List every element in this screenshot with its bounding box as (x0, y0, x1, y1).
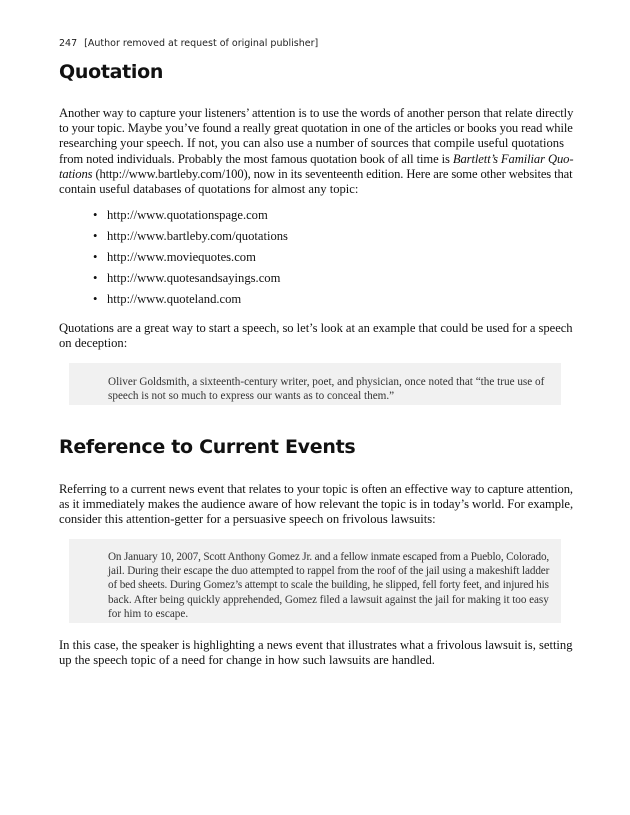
example-line: Oliver Goldsmith, a sixteenth-century writer, poet, and physician, once noted that “the true use of (108, 376, 545, 388)
current-events-intro-paragraph (59, 482, 573, 528)
paragraph-line: on deception: (59, 336, 128, 351)
example-line: for him to escape. (108, 607, 189, 620)
paragraph-line: consider this attention-getter for a persuasive speech on frivolous lawsuits: (59, 512, 436, 527)
example-line: On January 10, 2007, Scott Anthony Gomez Jr. and a fellow inmate escaped from a Pueblo, Colorado, (108, 551, 550, 563)
paragraph-line: contain useful databases of quotations for almost any topic: (59, 182, 359, 197)
paragraph-line (59, 167, 573, 182)
website-link[interactable]: http://www.moviequotes.com (107, 250, 256, 264)
list-item (93, 208, 288, 229)
example-line: jail. During their escape the duo attempted to rappel from the roof of the jail using a makeshift ladder (108, 565, 550, 578)
page-number: 247 (59, 38, 78, 49)
paragraph-line: Another way to capture your listeners’ attention is to use the words of another person that relate directly (59, 106, 574, 120)
quotation-intro-paragraph (59, 106, 573, 197)
current-events-example-box (69, 539, 561, 623)
paragraph-line: up the speech topic of a need for change in how such lawsuits are handled. (59, 653, 435, 668)
line-text: from noted individuals. Probably the most famous quotation book of all time is (59, 151, 453, 166)
bullet: • (93, 271, 98, 285)
running-header (59, 38, 318, 49)
example-line: of bed sheets. During Gomez’s attempt to scale the building, he slipped, fell forty feet, and injured his (108, 579, 549, 592)
paragraph-line: In this case, the speaker is highlighting a news event that illustrates what a frivolous lawsuit is, setting (59, 638, 573, 652)
example-line: speech is not so much to express our wants as to conceal them.” (108, 390, 395, 403)
quotation-heading: Quotation (59, 61, 164, 83)
line-text: (http://www.bartleby.com/100), now in its seventeenth edition. Here are some other websites that (92, 166, 573, 181)
bullet: • (93, 208, 98, 222)
paragraph-line (59, 152, 573, 167)
list-item (93, 292, 288, 313)
header-attribution: [Author removed at request of original publisher] (84, 38, 319, 49)
current-events-closing-paragraph (59, 638, 573, 668)
website-link[interactable]: http://www.quotesandsayings.com (107, 271, 281, 285)
quotation-website-list (93, 208, 288, 313)
paragraph-line: researching your speech. If not, you can also use a number of sources that compile useful quotations (59, 136, 564, 151)
bullet: • (93, 250, 98, 264)
book-title: Bartlett’s Familiar Quo- (452, 151, 574, 166)
book-title-continued: tations (59, 166, 93, 181)
quotation-example-box (69, 363, 561, 405)
list-item (93, 229, 288, 250)
example-line: back. After being quickly apprehended, Gomez filed a lawsuit against the jail for making it too easy (108, 593, 549, 606)
website-link[interactable]: http://www.bartleby.com/quotations (107, 229, 288, 243)
website-link[interactable]: http://www.quotationspage.com (107, 208, 268, 222)
paragraph-line: as it immediately makes the audience aware of how relevant the topic is in today’s world. For example, (59, 497, 574, 512)
bullet: • (93, 229, 98, 243)
list-item (93, 250, 288, 271)
bullet: • (93, 292, 98, 306)
paragraph-line: Referring to a current news event that relates to your topic is often an effective way to capture attention, (59, 482, 573, 496)
paragraph-line: to your topic. Maybe you’ve found a really great quotation in one of the articles or books you read while (59, 121, 573, 136)
paragraph-line: Quotations are a great way to start a speech, so let’s look at an example that could be used for a speech (59, 321, 573, 335)
list-item (93, 271, 288, 292)
website-link[interactable]: http://www.quoteland.com (107, 292, 242, 306)
current-events-heading: Reference to Current Events (59, 436, 356, 458)
quotation-follow-paragraph (59, 321, 573, 351)
